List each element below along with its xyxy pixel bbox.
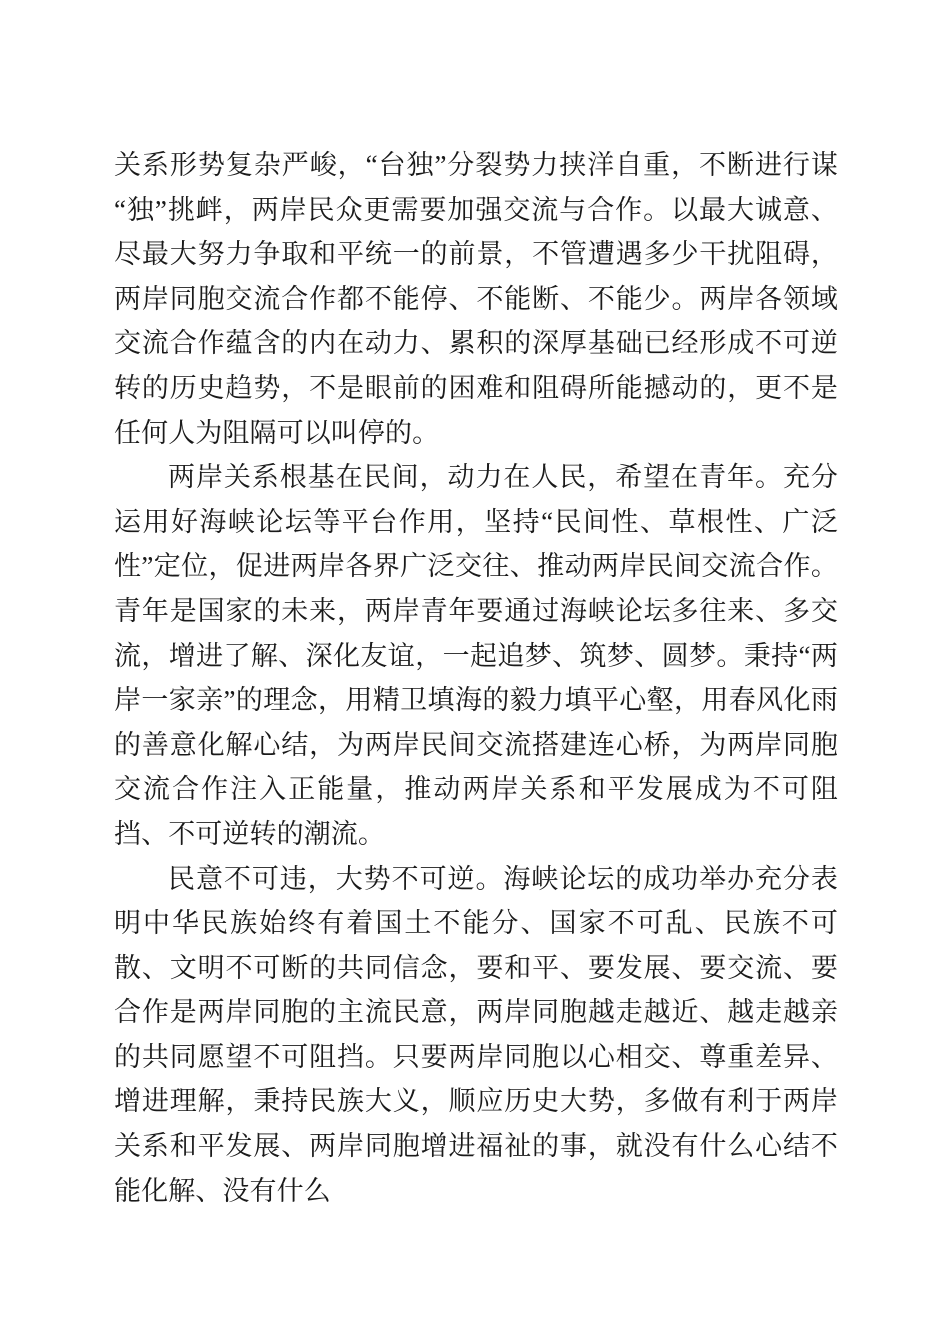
paragraph-3: 民意不可违，大势不可逆。海峡论坛的成功举办充分表明中华民族始终有着国土不能分、国家不可乱、民族不可散、文明不可断的共同信念，要和平、要发展、要交流、要合作是两岸同胞的主流民意，两岸同胞越走越近、越走越亲的共同愿望不可阻挡。只要两岸同胞以心相交、尊重差异、增进理解，秉持民族大义，顺应历史大势，多做有利于两岸关系和平发展、两岸同胞增进福祉的事，就没有什么心结不能化解、没有什么 xyxy=(114,863,838,1206)
paragraph-continuation: 关系形势复杂严峻，“台独”分裂势力挟洋自重，不断进行谋“独”挑衅，两岸民众更需要加强交流与合作。以最大诚意、尽最大努力争取和平统一的前景，不管遭遇多少干扰阻碍，两岸同胞交流合作都不能停、不能断、不能少。两岸各领域交流合作蕴含的内在动力、累积的深厚基础已经形成不可逆转的历史趋势，不是眼前的困难和阻碍所能撼动的，更不是任何人为阻隔可以叫停的。 xyxy=(114,150,838,448)
paragraph-2: 两岸关系根基在民间，动力在人民，希望在青年。充分运用好海峡论坛等平台作用，坚持“民间性、草根性、广泛性”定位，促进两岸各界广泛交往、推动两岸民间交流合作。青年是国家的未来，两岸青年要通过海峡论坛多往来、多交流，增进了解、深化友谊，一起追梦、筑梦、圆梦。秉持“两岸一家亲”的理念，用精卫填海的毅力填平心壑，用春风化雨的善意化解心结，为两岸民间交流搭建连心桥，为两岸同胞交流合作注入正能量，推动两岸关系和平发展成为不可阻挡、不可逆转的潮流。 xyxy=(114,462,838,849)
